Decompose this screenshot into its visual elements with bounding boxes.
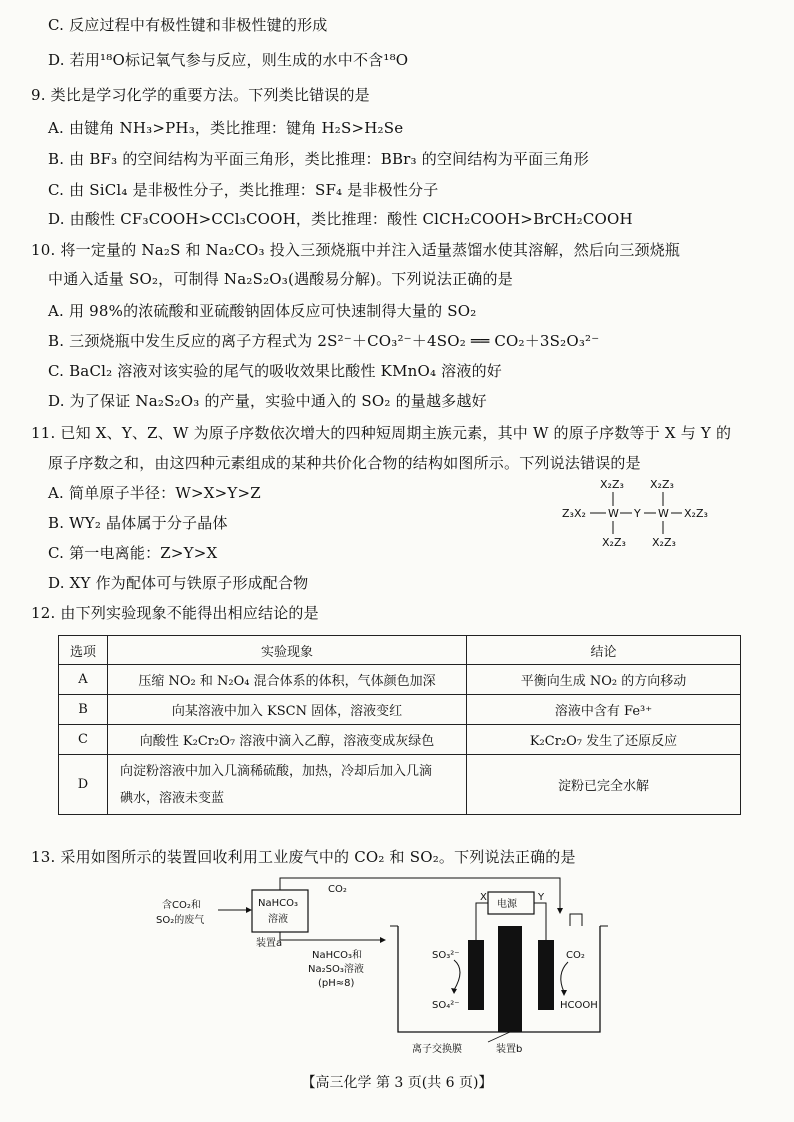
row-conclusion: 平衡向生成 NO₂ 的方向移动	[467, 665, 741, 695]
struct-w1: W	[608, 507, 619, 520]
q10-option-b: B. 三颈烧瓶中发生反应的离子方程式为 2S²⁻＋CO₃²⁻＋4SO₂ ══ CO₂＋3S₂O₃²⁻	[48, 332, 600, 350]
q9-option-a: A. 由键角 NH₃>PH₃，类比推理：键角 H₂S>H₂Se	[48, 119, 404, 137]
q13-apparatus-diagram	[150, 870, 650, 1060]
device-a-solution-2: 溶液	[268, 914, 288, 925]
row-option: C	[59, 725, 108, 755]
q12-stem: 12. 由下列实验现象不能得出相应结论的是	[31, 604, 319, 622]
solution-pipe	[280, 932, 380, 940]
middle-label-3: (pH≈8)	[318, 978, 355, 989]
left-reactant-label: SO₃²⁻	[432, 950, 460, 961]
row-phenomenon: 向酸性 K₂Cr₂O₇ 溶液中滴入乙醇，溶液变成灰绿色	[108, 725, 467, 755]
table-row	[59, 755, 741, 815]
arrow-head	[557, 908, 563, 914]
wire-right	[534, 903, 546, 940]
device-a-label: 装置a	[256, 938, 283, 949]
struct-right-end: X₂Z₃	[684, 507, 708, 520]
row-phenomenon: 向某溶液中加入 KSCN 固体，溶液变红	[108, 695, 467, 725]
q9-option-d: D. 由酸性 CF₃COOH>CCl₃COOH，类比推理：酸性 ClCH₂COOH>BrCH₂COOH	[48, 210, 633, 228]
middle-label-2: Na₂SO₃溶液	[308, 964, 364, 975]
q9-option-c: C. 由 SiCl₄ 是非极性分子，类比推理：SF₄ 是非极性分子	[48, 181, 439, 199]
terminal-y: Y	[538, 892, 545, 903]
q9-stem: 9. 类比是学习化学的重要方法。下列类比错误的是	[31, 86, 370, 104]
q11-stem-2: 原子序数之和，由这四种元素组成的某种共价化合物的结构如图所示。下列说法错误的是	[48, 454, 641, 472]
right-reactant-label: CO₂	[566, 950, 585, 961]
inlet-label-2: SO₂的废气	[156, 915, 205, 926]
row-conclusion: 溶液中含有 Fe³⁺	[467, 695, 741, 725]
left-electrode	[468, 940, 484, 1010]
q13-stem: 13. 采用如图所示的装置回收利用工业废气中的 CO₂ 和 SO₂。下列说法正确的是	[31, 848, 576, 866]
outlet-tube	[570, 914, 582, 926]
row-phenomenon-line-1: 向淀粉溶液中加入几滴稀硫酸，加热，冷却后加入几滴	[120, 763, 433, 779]
q8-option-d: D. 若用¹⁸O标记氧气参与反应，则生成的水中不含¹⁸O	[48, 51, 409, 69]
header-conclusion: 结论	[467, 636, 741, 665]
q10-option-a: A. 用 98%的浓硫酸和亚硫酸钠固体反应可快速制得大量的 SO₂	[48, 302, 477, 320]
arrow-head	[246, 907, 252, 913]
table-row	[59, 665, 741, 695]
wire-left	[476, 903, 488, 940]
arrow-head	[561, 990, 567, 996]
inlet-label-1: 含CO₂和	[162, 900, 201, 911]
device-a-solution-1: NaHCO₃	[258, 898, 298, 909]
row-option: A	[59, 665, 108, 695]
row-option: B	[59, 695, 108, 725]
q10-stem-2: 中通入适量 SO₂，可制得 Na₂S₂O₃(遇酸易分解)。下列说法正确的是	[48, 270, 513, 288]
right-product-label: HCOOH	[560, 1000, 598, 1011]
q11-option-d: D. XY 作为配体可与铁原子形成配合物	[48, 574, 309, 592]
ion-exchange-membrane	[498, 926, 522, 1032]
struct-top-right: X₂Z₃	[650, 478, 674, 491]
row-phenomenon	[108, 755, 467, 815]
struct-bottom-left: X₂Z₃	[602, 536, 626, 549]
q11-option-a: A. 简单原子半径：W>X>Y>Z	[48, 484, 261, 502]
struct-left-end: Z₃X₂	[562, 507, 586, 520]
co2-pipe	[280, 878, 560, 908]
q10-option-d: D. 为了保证 Na₂S₂O₃ 的产量，实验中通入的 SO₂ 的量越多越好	[48, 392, 487, 410]
struct-w2: W	[658, 507, 669, 520]
co2-pipe-label: CO₂	[328, 884, 347, 895]
right-electrode	[538, 940, 554, 1010]
device-b-label: 装置b	[496, 1044, 523, 1055]
q10-stem-1: 10. 将一定量的 Na₂S 和 Na₂CO₃ 投入三颈烧瓶中并注入适量蒸馏水使其溶解，然后向三颈烧瓶	[31, 241, 681, 259]
struct-top-left: X₂Z₃	[600, 478, 624, 491]
left-reaction-arrow	[454, 960, 460, 990]
arrow-head	[451, 988, 457, 994]
terminal-x: X	[480, 892, 487, 903]
membrane-label: 离子交换膜	[412, 1044, 462, 1055]
power-source-label: 电源	[497, 899, 517, 910]
row-option: D	[59, 755, 108, 815]
q10-option-c: C. BaCl₂ 溶液对该实验的尾气的吸收效果比酸性 KMnO₄ 溶液的好	[48, 362, 502, 380]
q11-structure-diagram	[560, 476, 720, 556]
q12-table	[58, 635, 741, 815]
q11-option-b: B. WY₂ 晶体属于分子晶体	[48, 514, 228, 532]
struct-bottom-right: X₂Z₃	[652, 536, 676, 549]
row-phenomenon: 压缩 NO₂ 和 N₂O₄ 混合体系的体积，气体颜色加深	[108, 665, 467, 695]
row-conclusion: 淀粉已完全水解	[467, 755, 741, 815]
page-footer: 【高三化学 第 3 页(共 6 页)】	[301, 1075, 493, 1091]
membrane-leader	[488, 1032, 510, 1042]
right-reaction-arrow	[561, 962, 568, 992]
q8-option-c: C. 反应过程中有极性键和非极性键的形成	[48, 16, 328, 34]
device-a-box	[252, 890, 308, 932]
middle-label-1: NaHCO₃和	[312, 950, 362, 961]
header-option: 选项	[59, 636, 108, 665]
header-phenomenon: 实验现象	[108, 636, 467, 665]
left-product-label: SO₄²⁻	[432, 1000, 460, 1011]
q11-stem-1: 11. 已知 X、Y、Z、W 为原子序数依次增大的四种短周期主族元素，其中 W 的原子序数等于 X 与 Y 的	[31, 424, 732, 442]
row-conclusion: K₂Cr₂O₇ 发生了还原反应	[467, 725, 741, 755]
struct-y: Y	[634, 507, 641, 520]
arrow-head	[380, 937, 386, 943]
table-header-row	[59, 636, 741, 665]
q9-option-b: B. 由 BF₃ 的空间结构为平面三角形，类比推理：BBr₃ 的空间结构为平面三角形	[48, 150, 589, 168]
table-row	[59, 725, 741, 755]
q11-option-c: C. 第一电离能：Z>Y>X	[48, 544, 218, 562]
row-phenomenon-line-2: 碘水，溶液未变蓝	[120, 790, 225, 806]
table-row	[59, 695, 741, 725]
